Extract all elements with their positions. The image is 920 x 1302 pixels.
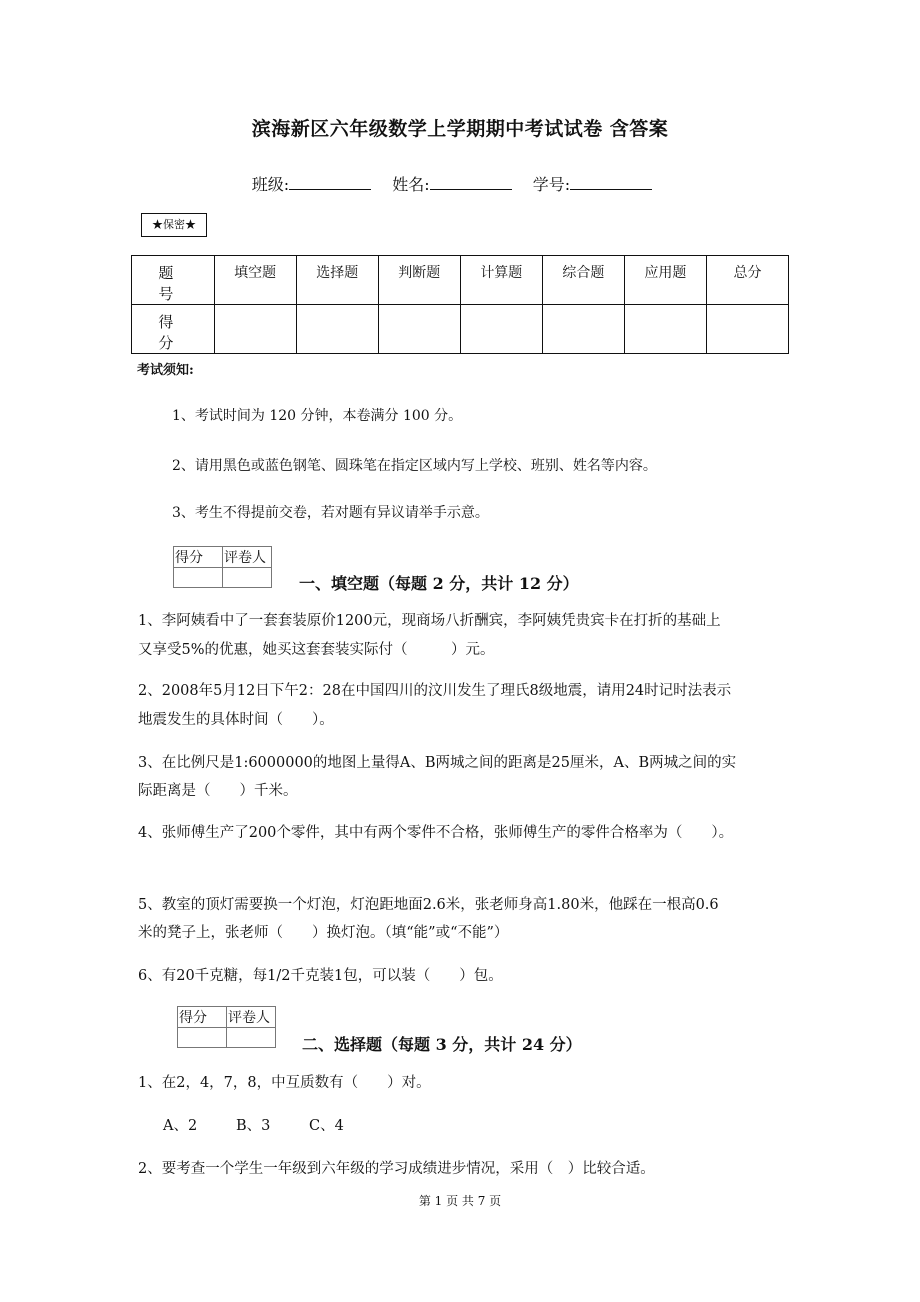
secret-badge: ★保密★ xyxy=(141,213,207,237)
id-label: 学号: xyxy=(532,175,571,194)
page-footer: 第 1 页 共 7 页 xyxy=(418,1194,502,1208)
grader-box xyxy=(173,546,272,588)
table-cell: 总分 xyxy=(706,256,788,305)
grader-score-label: 得分 xyxy=(178,1007,227,1028)
section-1-title: 一、填空题（每题 2 分，共计 12 分） xyxy=(299,574,579,593)
score-cell[interactable] xyxy=(214,305,296,354)
table-cell: 判断题 xyxy=(378,256,460,305)
grader-name-cell[interactable] xyxy=(223,568,272,588)
score-table-header-row xyxy=(132,256,789,305)
choice-option-b: B、3 xyxy=(236,1118,271,1134)
student-info-line xyxy=(0,172,920,195)
notice-title: 考试须知: xyxy=(137,363,194,378)
question-3-line-1: 3、在比例尺是1:6000000的地图上量得A、B两城之间的距离是25厘米，A、B两城之间的实 xyxy=(138,755,737,771)
table-cell: 综合题 xyxy=(542,256,624,305)
score-cell[interactable] xyxy=(706,305,788,354)
choice-question-2: 2、要考查一个学生一年级到六年级的学习成绩进步情况，采用（ ）比较合适。 xyxy=(138,1161,655,1177)
class-blank xyxy=(289,175,371,190)
grader-name-label: 评卷人 xyxy=(223,547,272,568)
score-table-score-row xyxy=(132,305,789,354)
question-2-line-1: 2、2008年5月12日下午2：28在中国四川的汶川发生了理氏8级地震，请用24时记时法表示 xyxy=(138,683,732,699)
table-cell: 填空题 xyxy=(214,256,296,305)
table-cell: 题 号 xyxy=(132,256,215,305)
name-blank xyxy=(430,175,512,190)
notice-item: 1、考试时间为 120 分钟，本卷满分 100 分。 xyxy=(172,408,463,424)
table-cell: 应用题 xyxy=(624,256,706,305)
score-table xyxy=(131,255,789,354)
question-5-line-2: 米的凳子上，张老师（ ）换灯泡。（填“能”或“不能”） xyxy=(138,925,509,941)
question-5-line-1: 5、教室的顶灯需要换一个灯泡，灯泡距地面2.6米，张老师身高1.80米，他踩在一根高0.6 xyxy=(138,897,719,913)
table-cell: 得 分 xyxy=(132,305,215,354)
score-cell[interactable] xyxy=(624,305,706,354)
grader-score-cell[interactable] xyxy=(178,1028,227,1048)
score-cell[interactable] xyxy=(460,305,542,354)
grader-name-cell[interactable] xyxy=(227,1028,276,1048)
page-title: 滨海新区六年级数学上学期期中考试试卷 含答案 xyxy=(251,118,669,140)
grader-score-label: 得分 xyxy=(174,547,223,568)
question-2-line-2: 地震发生的具体时间（ ）。 xyxy=(138,712,334,728)
notice-item: 2、请用黑色或蓝色钢笔、圆珠笔在指定区域内写上学校、班别、姓名等内容。 xyxy=(172,458,657,474)
choice-question-1: 1、在2，4，7，8，中互质数有（ ）对。 xyxy=(138,1075,431,1091)
grader-name-label: 评卷人 xyxy=(227,1007,276,1028)
notice-item: 3、考生不得提前交卷，若对题有异议请举手示意。 xyxy=(172,505,489,521)
choice-option-a: A、2 xyxy=(163,1118,198,1134)
class-label: 班级: xyxy=(251,175,290,194)
choice-option-c: C、4 xyxy=(309,1118,344,1134)
id-blank xyxy=(570,175,652,190)
table-cell: 计算题 xyxy=(460,256,542,305)
table-cell: 选择题 xyxy=(296,256,378,305)
question-1-line-1: 1、李阿姨看中了一套套装原价1200元，现商场八折酬宾，李阿姨凭贵宾卡在打折的基础上 xyxy=(138,613,721,629)
section-2-title: 二、选择题（每题 3 分，共计 24 分） xyxy=(302,1035,582,1054)
score-cell[interactable] xyxy=(542,305,624,354)
grader-score-cell[interactable] xyxy=(174,568,223,588)
grader-box xyxy=(177,1006,276,1048)
question-6-line-1: 6、有20千克糖，每1/2千克装1包，可以装（ ）包。 xyxy=(138,968,503,984)
score-cell[interactable] xyxy=(378,305,460,354)
question-4-line-1: 4、张师傅生产了200个零件，其中有两个零件不合格，张师傅生产的零件合格率为（ ）。 xyxy=(138,825,734,841)
name-label: 姓名: xyxy=(392,175,430,194)
question-3-line-2: 际距离是（ ）千米。 xyxy=(138,783,298,799)
score-cell[interactable] xyxy=(296,305,378,354)
question-1-line-2: 又享受5%的优惠，她买这套套装实际付（ ）元。 xyxy=(138,642,495,658)
